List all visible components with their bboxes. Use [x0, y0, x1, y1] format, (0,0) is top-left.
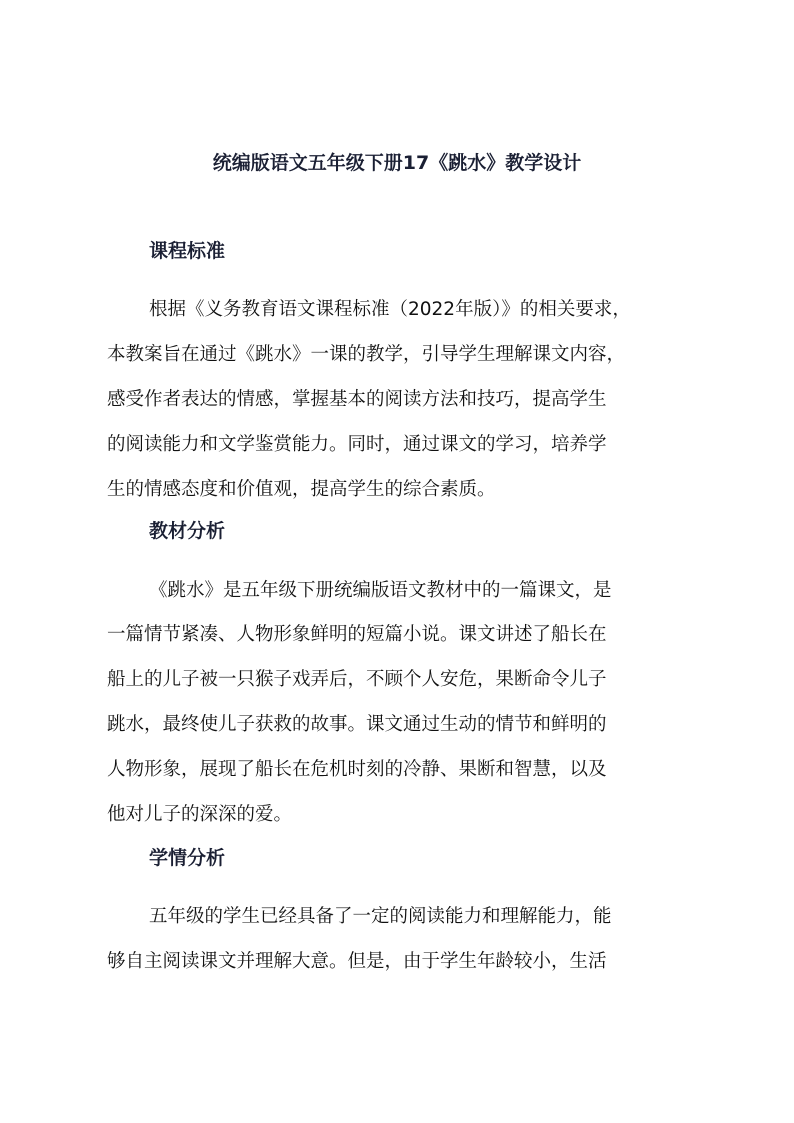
- paragraph-line: 他对儿子的深深的爱。: [107, 804, 293, 825]
- document-title: 统编版语文五年级下册17《跳水》教学设计: [212, 152, 582, 174]
- paragraph-line: 一篇情节紧凑、人物形象鲜明的短篇小说。课文讲述了船长在: [107, 624, 607, 645]
- paragraph-line: 的阅读能力和文学鉴赏能力。同时，通过课文的学习，培养学: [107, 434, 607, 455]
- paragraph-line: 五年级的学生已经具备了一定的阅读能力和理解能力，能: [149, 906, 612, 927]
- section-heading-student-analysis: 学情分析: [149, 847, 226, 869]
- section-heading-curriculum-standard: 课程标准: [149, 240, 226, 262]
- paragraph-line: 人物形象，展现了船长在危机时刻的冷静、果断和智慧，以及: [107, 759, 607, 780]
- paragraph-line: 生的情感态度和价值观，提高学生的综合素质。: [107, 479, 496, 500]
- paragraph-line: 够自主阅读课文并理解大意。但是，由于学生年龄较小，生活: [107, 951, 607, 972]
- paragraph-line: 跳水，最终使儿子获救的故事。课文通过生动的情节和鲜明的: [107, 714, 607, 735]
- paragraph-line: 根据《义务教育语文课程标准（2022年版）》的相关要求，: [149, 299, 631, 320]
- paragraph-line: 本教案旨在通过《跳水》一课的教学，引导学生理解课文内容，: [107, 344, 626, 365]
- paragraph-line: 《跳水》是五年级下册统编版语文教材中的一篇课文，是: [149, 580, 612, 601]
- paragraph-line: 感受作者表达的情感，掌握基本的阅读方法和技巧，提高学生: [107, 389, 607, 410]
- section-heading-textbook-analysis: 教材分析: [149, 520, 226, 542]
- paragraph-line: 船上的儿子被一只猴子戏弄后，不顾个人安危，果断命令儿子: [107, 669, 607, 690]
